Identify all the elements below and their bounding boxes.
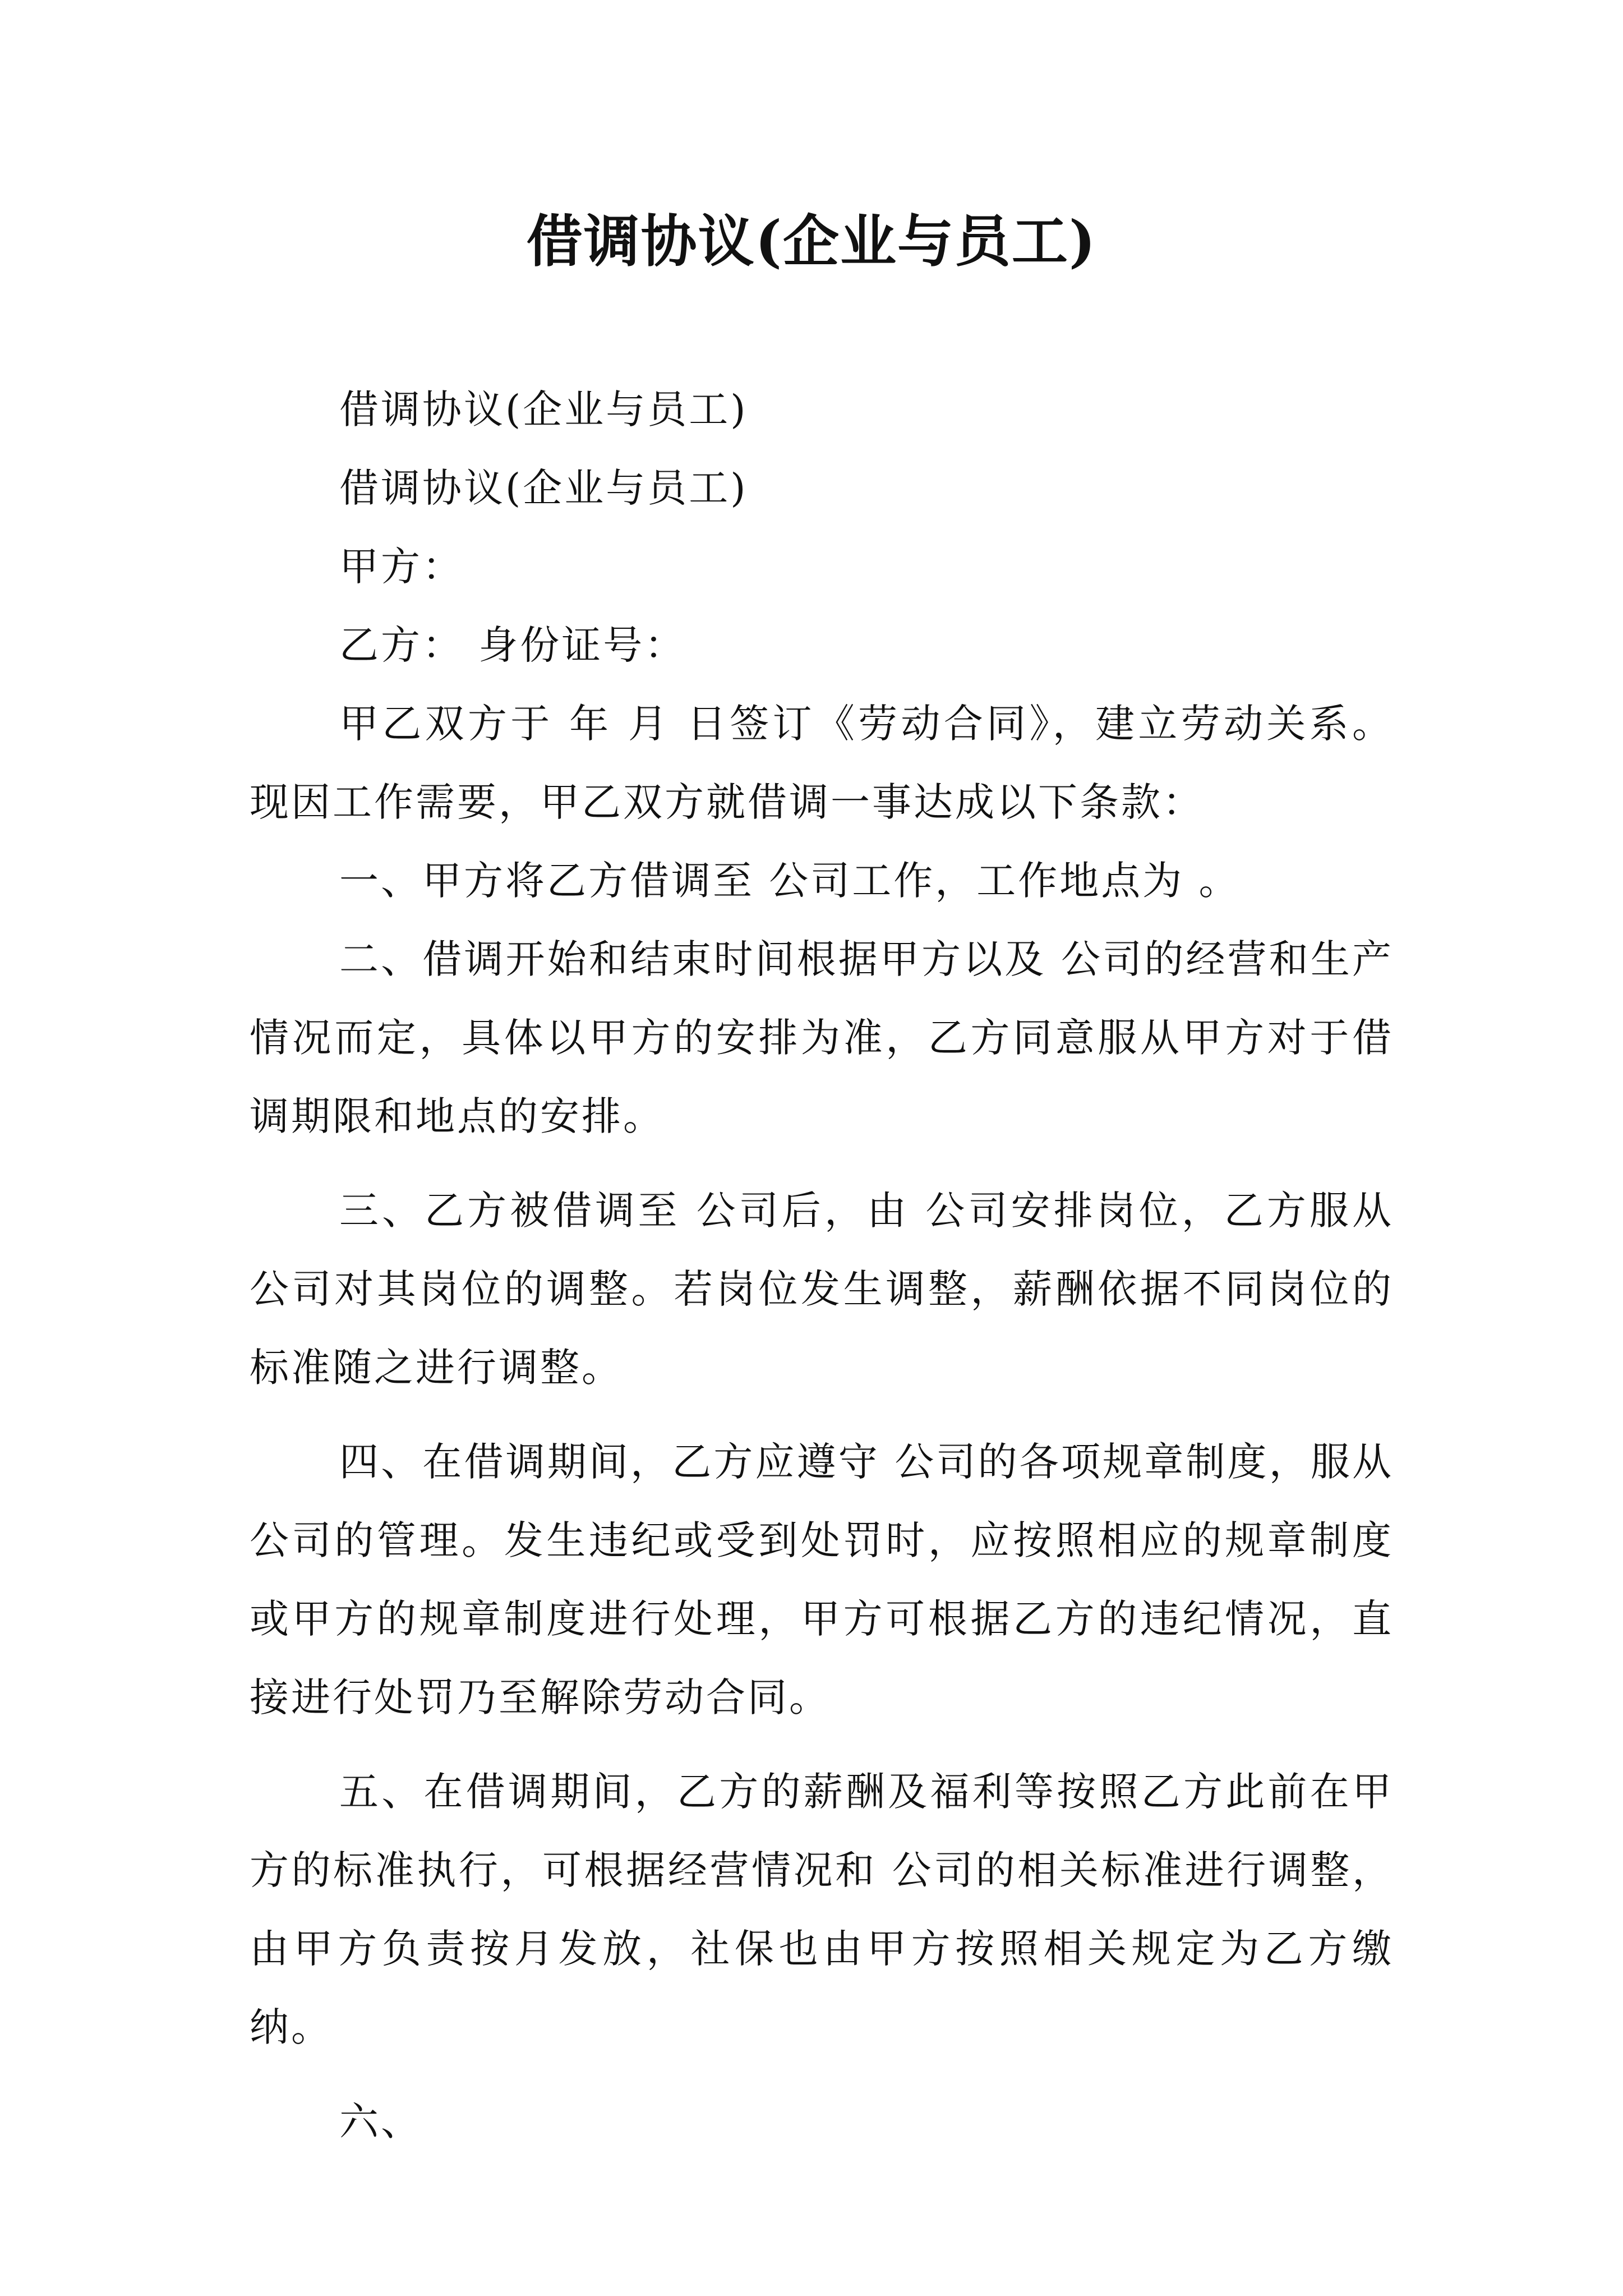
- document-title: 借调协议(企业与员工): [526, 208, 1097, 274]
- clause-1: 一、甲方将乙方借调至 公司工作，工作地点为 。: [339, 858, 1241, 904]
- clause-6: 六、: [339, 2099, 422, 2145]
- clause-4: 四、在借调期间，乙方应遵守 公司的各项规章制度，服从公司的管理。发生违纪或受到处罚时，应按照相应的规章制度或甲方的规章制度进行处理，甲方可根据乙方的违纪情况，直接进行处罚乃至解除劳动合同。: [250, 1439, 1394, 1720]
- paragraph-heading-repeat-1: 借调协议(企业与员工): [339, 386, 748, 432]
- paragraph-preamble: 甲乙双方于 年 月 日签订《劳动合同》，建立劳动关系。现因工作需要，甲乙双方就借调一事达成以下条款：: [250, 701, 1394, 825]
- clause-2: 二、借调开始和结束时间根据甲方以及 公司的经营和生产情况而定，具体以甲方的安排为准，乙方同意服从甲方对于借调期限和地点的安排。: [250, 936, 1394, 1139]
- paragraph-party-a: 甲方：: [339, 544, 464, 590]
- clause-3: 三、乙方被借调至 公司后，由 公司安排岗位，乙方服从 公司对其岗位的调整。若岗位发生调整，薪酬依据不同岗位的标准随之进行调整。: [250, 1188, 1394, 1391]
- paragraph-party-b: 乙方： 身份证号：: [339, 622, 686, 668]
- clause-5: 五、在借调期间，乙方的薪酬及福利等按照乙方此前在甲方的标准执行，可根据经营情况和 公司的相关标准进行调整，由甲方负责按月发放，社保也由甲方按照相关规定为乙方缴纳。: [250, 1769, 1394, 2050]
- paragraph-heading-repeat-2: 借调协议(企业与员工): [339, 465, 748, 511]
- document-body: [250, 370, 1394, 2161]
